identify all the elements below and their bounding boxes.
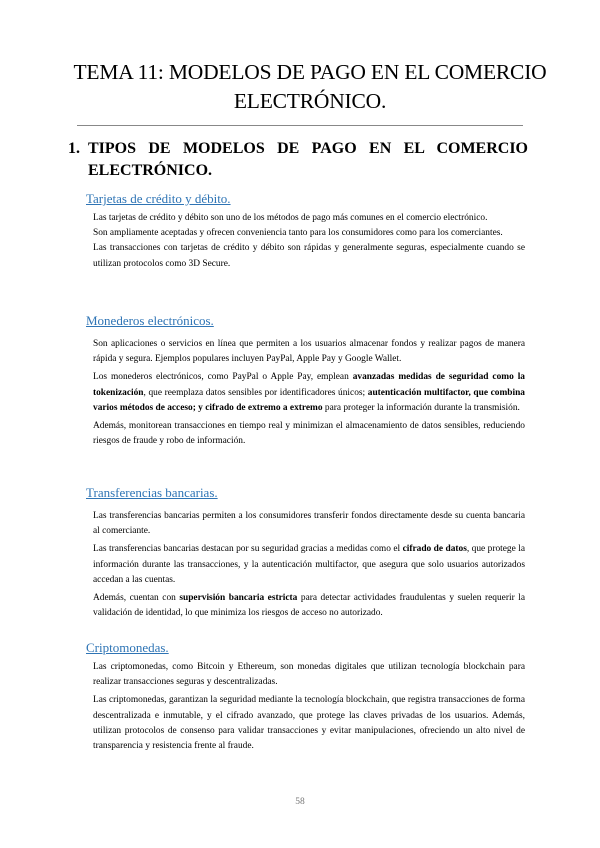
paragraph: Las tarjetas de crédito y débito son uno de los métodos de pago más comunes en el comercio electrónico. (93, 213, 488, 223)
section-body-criptomonedas (93, 660, 525, 754)
page-number: 58 (295, 797, 305, 807)
section-body-tarjetas (93, 211, 525, 272)
paragraph: Las criptomonedas, garantizan la seguridad mediante la tecnología blockchain, que registra transacciones de forma descentralizada e inmutable, y el cifrado avanzado, que protege las claves privadas de los usuarios. Además, utilizan protocolos de consenso para validar transacciones y evitar manipulaciones, ofreciendo un alto nivel de transparencia y resistencia frente al fraude. (93, 695, 525, 752)
section-heading-1 (68, 138, 528, 182)
title-divider (77, 125, 523, 126)
paragraph: Son ampliamente aceptadas y ofrecen conveniencia tanto para los consumidores como para los comerciantes. (93, 228, 503, 239)
section-title-tarjetas: Tarjetas de crédito y débito. (86, 191, 231, 206)
section-monederos (86, 312, 530, 449)
paragraph: Las transferencias bancarias permiten a los consumidores transferir fondos directamente desde su cuenta bancaria al comerciante. (93, 511, 525, 537)
paragraph: Las transferencias bancarias destacan por su seguridad gracias a medidas como el cifrado de datos, que protege la información durante las transacciones, y la autenticación multifactor, que asegura que solo usuarios autorizados accedan a las cuentas. (93, 544, 526, 585)
paragraph: Son aplicaciones o servicios en línea que permiten a los usuarios almacenar fondos y realizar pagos de manera rápida y segura. Ejemplos populares incluyen PayPal, Apple Pay y Google Wallet. (93, 339, 525, 365)
section-title-transferencias: Transferencias bancarias. (86, 485, 218, 500)
section-transferencias (86, 484, 530, 621)
section-title-monederos: Monederos electrónicos. (86, 313, 214, 328)
title-line-1: TEMA 11: MODELOS DE PAGO EN EL COMERCIO (73, 60, 547, 84)
section-body-monederos (93, 337, 525, 449)
paragraph: Además, monitorean transacciones en tiempo real y minimizan el almacenamiento de datos sensibles, reduciendo riesgos de fraude y robo de información. (93, 421, 525, 447)
section-criptomonedas (86, 639, 530, 754)
section-title-criptomonedas: Criptomonedas. (86, 640, 169, 655)
paragraph: Además, cuentan con supervisión bancaria estricta para detectar actividades fraudulentas y suelen requerir la validación de identidad, lo que minimiza los riesgos de acceso no autorizado. (93, 593, 525, 619)
heading-text: TIPOS DE MODELOS DE PAGO EN EL COMERCIO ELECTRÓNICO. (88, 140, 528, 179)
paragraph: Los monederos electrónicos, como PayPal o Apple Pay, emplean avanzadas medidas de seguridad como la tokenización, que reemplaza datos sensibles por identificadores únicos; autenticación multifactor, que combina varios métodos de acceso; y cifrado de extremo a extremo para proteger la información durante la transmisión. (93, 372, 525, 413)
paragraph: Las transacciones con tarjetas de crédito y débito son rápidas y generalmente seguras, especialmente cuando se utilizan protocolos como 3D Secure. (93, 243, 525, 269)
section-body-transferencias (93, 509, 525, 621)
document-title (70, 58, 550, 116)
title-line-2: ELECTRÓNICO. (233, 89, 387, 113)
section-tarjetas (86, 190, 530, 272)
heading-number: 1. (68, 140, 80, 157)
paragraph: Las criptomonedas, como Bitcoin y Ethereum, son monedas digitales que utilizan tecnología blockchain para realizar transacciones seguras y descentralizadas. (93, 662, 525, 688)
